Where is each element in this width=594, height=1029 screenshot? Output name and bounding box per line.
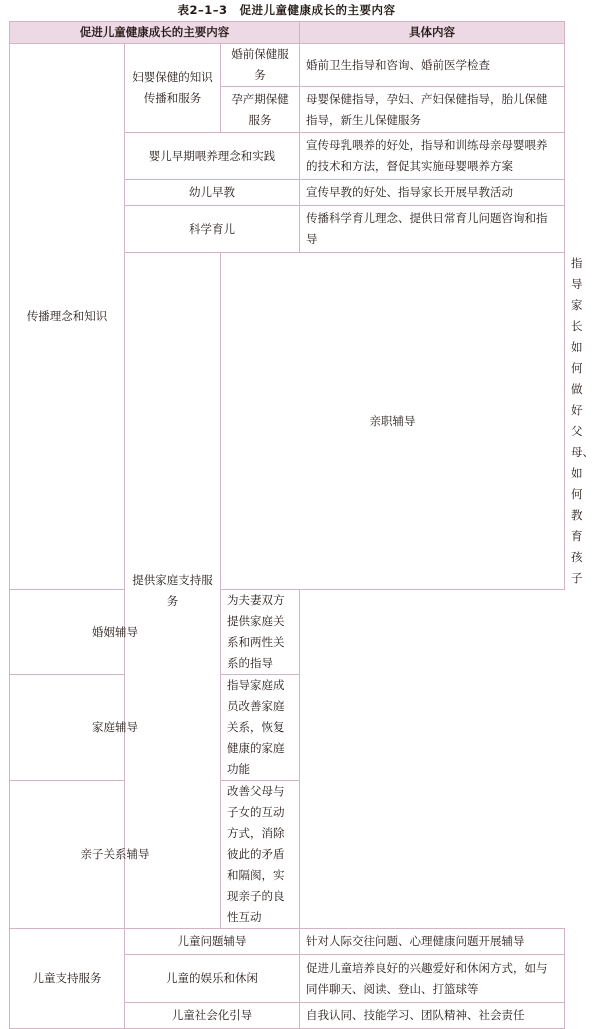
content-cell: 母婴保健指导，孕妇、产妇保健指导，胎儿保健指导，新生儿保健服务 <box>300 87 565 133</box>
item-label: 亲职辅导 <box>221 253 565 590</box>
item-label: 儿童问题辅导 <box>125 929 300 955</box>
table-row <box>10 590 565 675</box>
content-cell: 传播科学育儿理念、提供日常育儿问题咨询和指导 <box>300 206 565 253</box>
content-cell: 促进儿童培养良好的兴趣爱好和休闲方式，如与同伴聊天、阅读、登山、打篮球等 <box>300 955 565 1003</box>
header-row <box>10 22 565 44</box>
item-label: 儿童的娱乐和休闲 <box>125 955 300 1003</box>
sub-item: 婚前保健服务 <box>221 44 300 87</box>
group-label: 妇婴保健的知识传播和服务 <box>125 44 221 133</box>
content-cell: 改善父母与子女的互动方式，消除彼此的矛盾和隔阂，实现亲子的良性互动 <box>221 781 300 929</box>
table-row <box>10 675 565 781</box>
item-label: 家庭辅导 <box>10 675 221 781</box>
content-cell: 指导家庭成员改善家庭关系，恢复健康的家庭功能 <box>221 675 300 781</box>
table-caption: 表2–1–3 促进儿童健康成长的主要内容 <box>177 3 396 17</box>
content-cell: 针对人际交往问题、心理健康问题开展辅导 <box>300 929 565 955</box>
table-row <box>10 44 565 87</box>
item-label: 婚姻辅导 <box>10 590 221 675</box>
header-detail: 具体内容 <box>300 22 565 44</box>
content-cell: 为夫妻双方提供家庭关系和两性关系的指导 <box>221 590 300 675</box>
item-label: 幼儿早教 <box>125 180 300 206</box>
content-cell: 宣传早教的好处、指导家长开展早教活动 <box>300 180 565 206</box>
header-main: 促进儿童健康成长的主要内容 <box>10 22 300 44</box>
section-label: 儿童支持服务 <box>10 929 125 1029</box>
content-cell: 自我认同、技能学习、团队精神、社会责任 <box>300 1003 565 1029</box>
item-label: 亲子关系辅导 <box>10 781 221 929</box>
section-label: 提供家庭支持服务 <box>125 253 221 929</box>
table-row <box>10 929 565 955</box>
sub-item: 孕产期保健服务 <box>221 87 300 133</box>
item-label: 儿童社会化引导 <box>125 1003 300 1029</box>
item-label: 婴儿早期喂养理念和实践 <box>125 133 300 180</box>
content-cell: 婚前卫生指导和咨询、婚前医学检查 <box>300 44 565 87</box>
content-table <box>9 21 594 1029</box>
content-cell: 宣传母乳喂养的好处，指导和训练母亲母婴喂养的技术和方法，督促其实施母婴喂养方案 <box>300 133 565 180</box>
section-label: 传播理念和知识 <box>10 44 125 590</box>
table-row: 提供家庭支持服务 亲职辅导 指导家长如何做好父母、如何教育孩子 <box>10 253 565 590</box>
item-label: 科学育儿 <box>125 206 300 253</box>
table-row <box>10 781 565 929</box>
